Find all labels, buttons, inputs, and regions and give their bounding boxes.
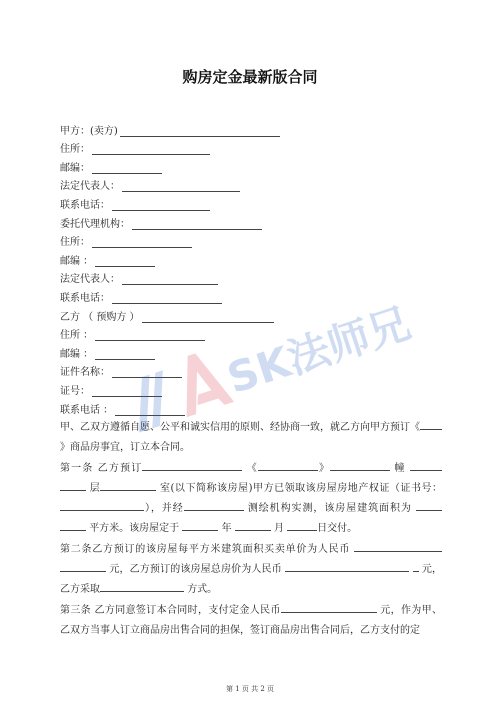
- field-blank-line[interactable]: [92, 143, 210, 155]
- form-field: [60, 118, 460, 137]
- field-blank-line[interactable]: [115, 404, 185, 416]
- blank-line: [281, 601, 377, 613]
- field-label: 法定代表人：: [60, 274, 120, 286]
- form-field: [60, 155, 460, 174]
- blank-line: [416, 499, 442, 511]
- field-blank-line[interactable]: [92, 162, 162, 174]
- form-field: [60, 378, 460, 397]
- field-blank-line[interactable]: [120, 125, 280, 137]
- field-blank-line[interactable]: [95, 348, 155, 360]
- form-field: [60, 248, 460, 267]
- form-field: [60, 304, 460, 323]
- blank-line: [330, 459, 390, 471]
- field-label: 联系电话：: [60, 292, 110, 304]
- field-blank-line[interactable]: [142, 311, 274, 323]
- field-label: 联系电话：: [60, 199, 110, 211]
- form-field: [60, 285, 460, 304]
- field-label: 证件名称：: [60, 367, 110, 379]
- field-blank-line[interactable]: [122, 273, 218, 285]
- form-field: [60, 192, 460, 211]
- paragraph-preamble: 甲、乙双方遵循自愿、公平和诚实信用的原则、经协商一致，就乙方向甲方预订《》商品房事宜，订立本合同。: [60, 418, 442, 459]
- field-label: 邮编 ：: [60, 255, 94, 267]
- form-field: [60, 323, 460, 342]
- blank-line: [285, 560, 409, 572]
- blank-line: [142, 459, 242, 471]
- field-label: 邮编：: [60, 162, 90, 174]
- form-field: [60, 341, 460, 360]
- field-label: 联系电话 ：: [60, 404, 114, 416]
- blank-line: [410, 459, 442, 471]
- form-field: [60, 397, 460, 416]
- field-blank-line[interactable]: [112, 366, 182, 378]
- watermark-text: SK法师兄: [221, 298, 417, 404]
- page-number: 第 1 页 共 2 页: [225, 685, 275, 693]
- paragraph-article-1: 第一条 乙方预订 《 》 幢 层 室(以下简称该房屋)甲方已领取该房屋房地产权证（证书号： ），并经 测绘机构实测，该房屋建筑面积为 平方米。该房屋定于 年 月 日交付。: [60, 459, 442, 540]
- field-blank-line[interactable]: [132, 218, 262, 230]
- blank-line: [420, 418, 442, 430]
- blank-line: [184, 499, 244, 511]
- field-blank-line[interactable]: [95, 329, 205, 341]
- paragraph-article-3: 第三条 乙方同意签订本合同时，支付定金人民币 元，作为甲、乙双方当事人订立商品房出售合同的担保，签订商品房出售合同后，乙方支付的定: [60, 601, 442, 642]
- paragraph-article-2: 第二条乙方预订的该房屋每平方米建筑面积买卖单价为人民币 元，乙方预订的该房屋总房价为人民币 元，乙方采取 方式。: [60, 540, 442, 601]
- field-label: 住所 ：: [60, 330, 94, 342]
- field-label: 法定代表人：: [60, 181, 120, 193]
- blank-line: [413, 560, 419, 572]
- document-title: 购房定金最新版合同: [182, 68, 318, 86]
- field-label: 乙方 （ 预购方 ）: [60, 311, 140, 323]
- field-blank-line[interactable]: [122, 180, 240, 192]
- contract-body: [60, 418, 442, 641]
- field-blank-line[interactable]: [95, 255, 155, 267]
- form-field: [60, 267, 460, 286]
- blank-line: [60, 560, 106, 572]
- form-field: [60, 174, 460, 193]
- form-field: [60, 230, 460, 249]
- party-info-fields: [60, 118, 460, 416]
- field-label: 委托代理机构：: [60, 218, 130, 230]
- blank-line: [60, 519, 86, 531]
- blank-line: [354, 540, 442, 552]
- blank-line: [60, 499, 144, 511]
- blank-line: [287, 519, 317, 531]
- blank-line: [60, 479, 86, 491]
- field-blank-line[interactable]: [92, 385, 162, 397]
- blank-line: [100, 580, 184, 592]
- blank-line: [100, 479, 156, 491]
- field-blank-line[interactable]: [112, 292, 222, 304]
- blank-line: [258, 459, 318, 471]
- form-field: [60, 137, 460, 156]
- field-label: 住所：: [60, 144, 90, 156]
- field-label: 邮编 ：: [60, 348, 94, 360]
- field-label: 住所：: [60, 237, 90, 249]
- form-field: [60, 211, 460, 230]
- blank-line: [182, 519, 218, 531]
- field-label: 证号：: [60, 385, 90, 397]
- field-blank-line[interactable]: [92, 236, 192, 248]
- field-blank-line[interactable]: [112, 199, 210, 211]
- field-label: 甲方：(卖方): [60, 125, 118, 137]
- blank-line: [235, 519, 271, 531]
- form-field: [60, 360, 460, 379]
